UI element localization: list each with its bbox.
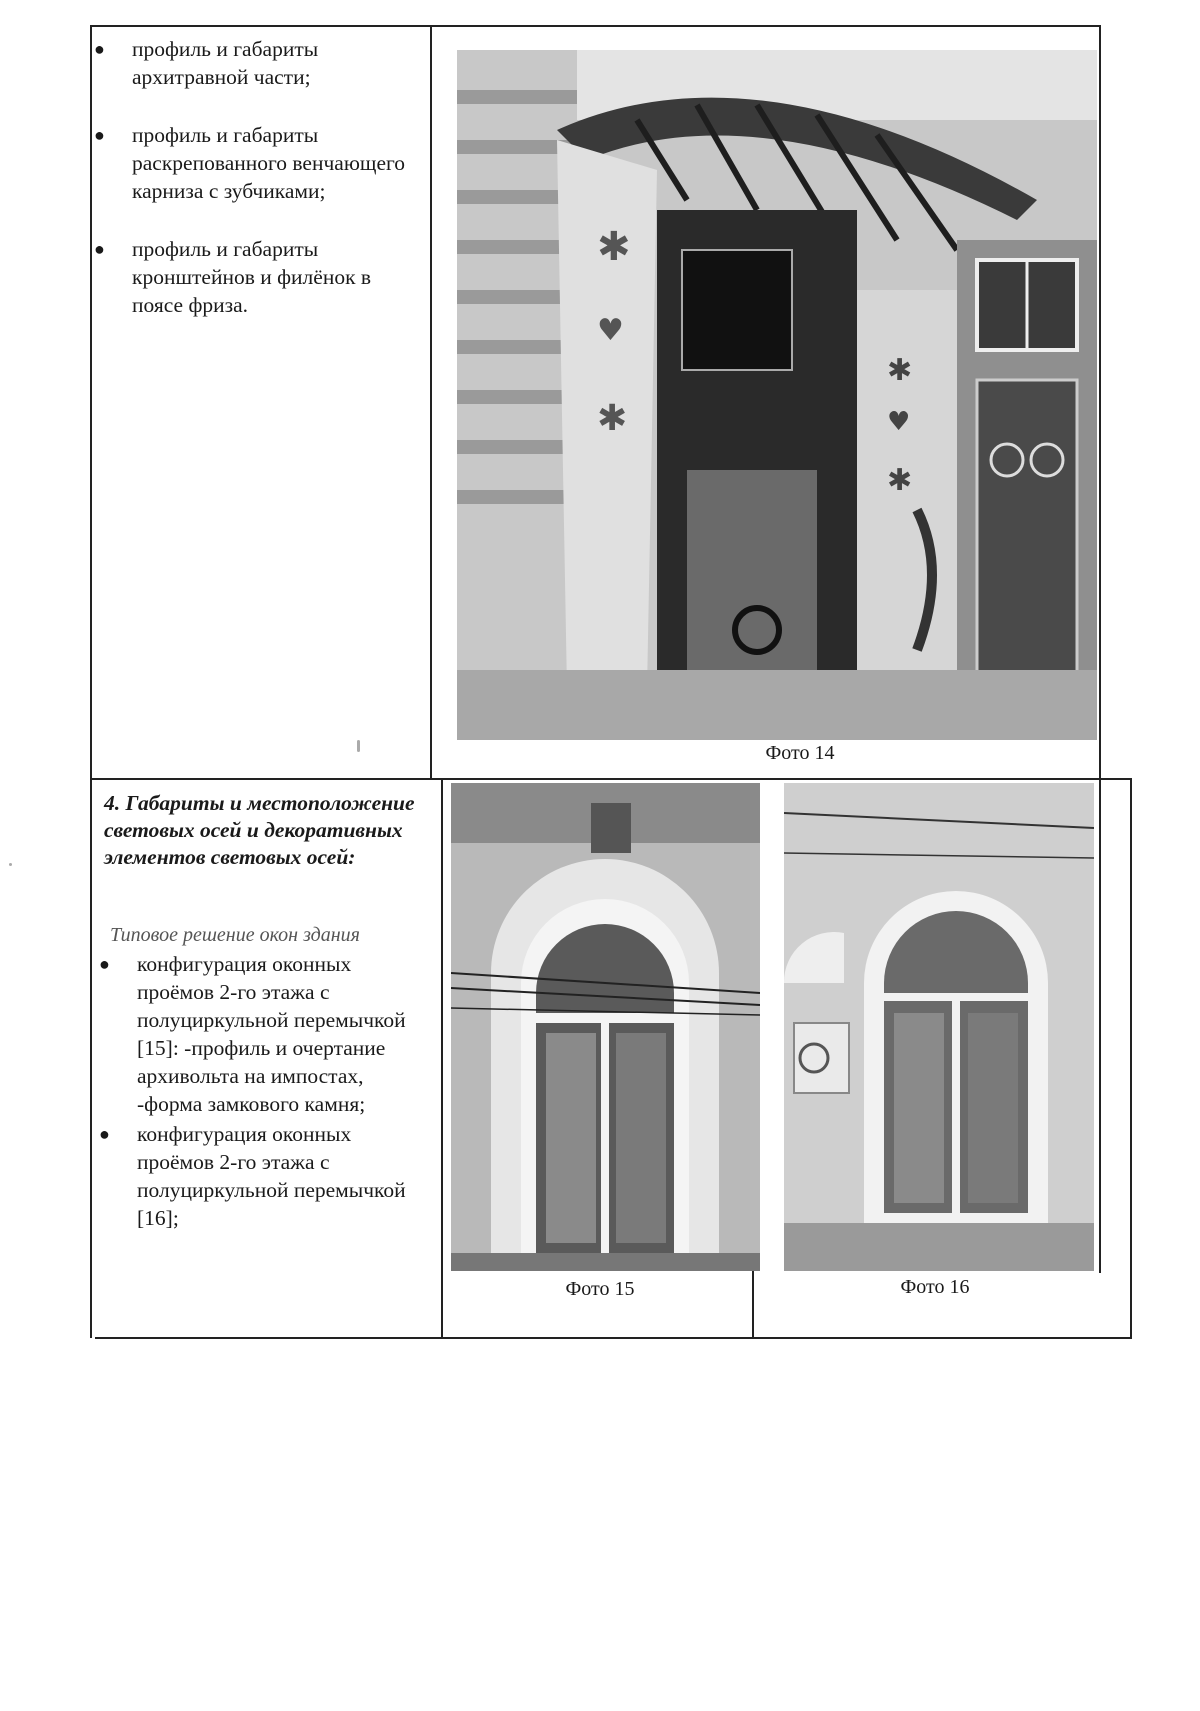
photo-14-doorway: [457, 50, 1097, 740]
table-border-bottom: [95, 1337, 1132, 1339]
photo-15-window: [451, 783, 760, 1271]
list-item: ● профиль и габариты архитравной части;: [94, 37, 319, 89]
svg-text:✱: ✱: [597, 224, 631, 270]
photo-16-image: [784, 783, 1094, 1271]
list-item: ● профиль и габариты кронштейнов и филёнок в поясе фриза.: [94, 237, 372, 317]
photo-14-image: [457, 50, 1097, 740]
top-bullet-list: [92, 35, 422, 319]
list-item: ● конфигурация оконных проёмов 2-го этажа с полуциркульной перемычкой [16];: [99, 1122, 406, 1230]
photo-15-image: [451, 783, 760, 1271]
photo-15-caption: Фото 15: [565, 1278, 635, 1300]
list-item-text: профиль и габариты раскрепованного венчающего карниза с зубчиками;: [132, 123, 406, 203]
list-item-text: конфигурация оконных проёмов 2-го этажа с полуциркульной перемычкой [15]: -профиль и очертание архивольта на импостах, -форма замкового камня;: [137, 952, 406, 1116]
svg-text:✱: ✱: [887, 353, 913, 388]
photo-14-caption: Фото 14: [765, 742, 835, 764]
table-border-right: [1099, 25, 1101, 1273]
list-item-text: профиль и габариты архитравной части;: [132, 37, 319, 89]
table-photo-divider: [752, 1271, 754, 1338]
table-column-divider-top: [430, 25, 432, 778]
svg-text:♥: ♥: [597, 313, 624, 348]
table-column-divider-bottom: [441, 778, 443, 1338]
list-item-text: профиль и габариты кронштейнов и филёнок в поясе фриза.: [132, 237, 372, 317]
bottom-bullet-list: [97, 950, 432, 1232]
svg-text:✱: ✱: [597, 398, 628, 439]
list-item-text: конфигурация оконных проёмов 2-го этажа с полуциркульной перемычкой [16];: [137, 1122, 406, 1230]
table-row-divider: [90, 778, 1132, 780]
table-border-right-lower: [1130, 778, 1132, 1338]
scan-speck: [9, 863, 12, 866]
svg-text:✱: ✱: [887, 463, 913, 498]
photo-16-window: [784, 783, 1094, 1271]
table-border-top: [90, 25, 1100, 27]
list-item: ● конфигурация оконных проёмов 2-го этажа с полуциркульной перемычкой [15]: -профиль и очертание архивольта на импостах, -форма замкового камня;: [99, 952, 406, 1116]
section-heading: 4. Габариты и местоположение световых осей и декоративных элементов световых осей:: [104, 791, 415, 869]
svg-text:♥: ♥: [887, 407, 911, 437]
scan-speck: [357, 740, 360, 752]
photo-16-caption: Фото 16: [900, 1276, 970, 1298]
section-subheading: Типовое решение окон здания: [110, 924, 360, 946]
list-item: ● профиль и габариты раскрепованного венчающего карниза с зубчиками;: [94, 123, 406, 203]
